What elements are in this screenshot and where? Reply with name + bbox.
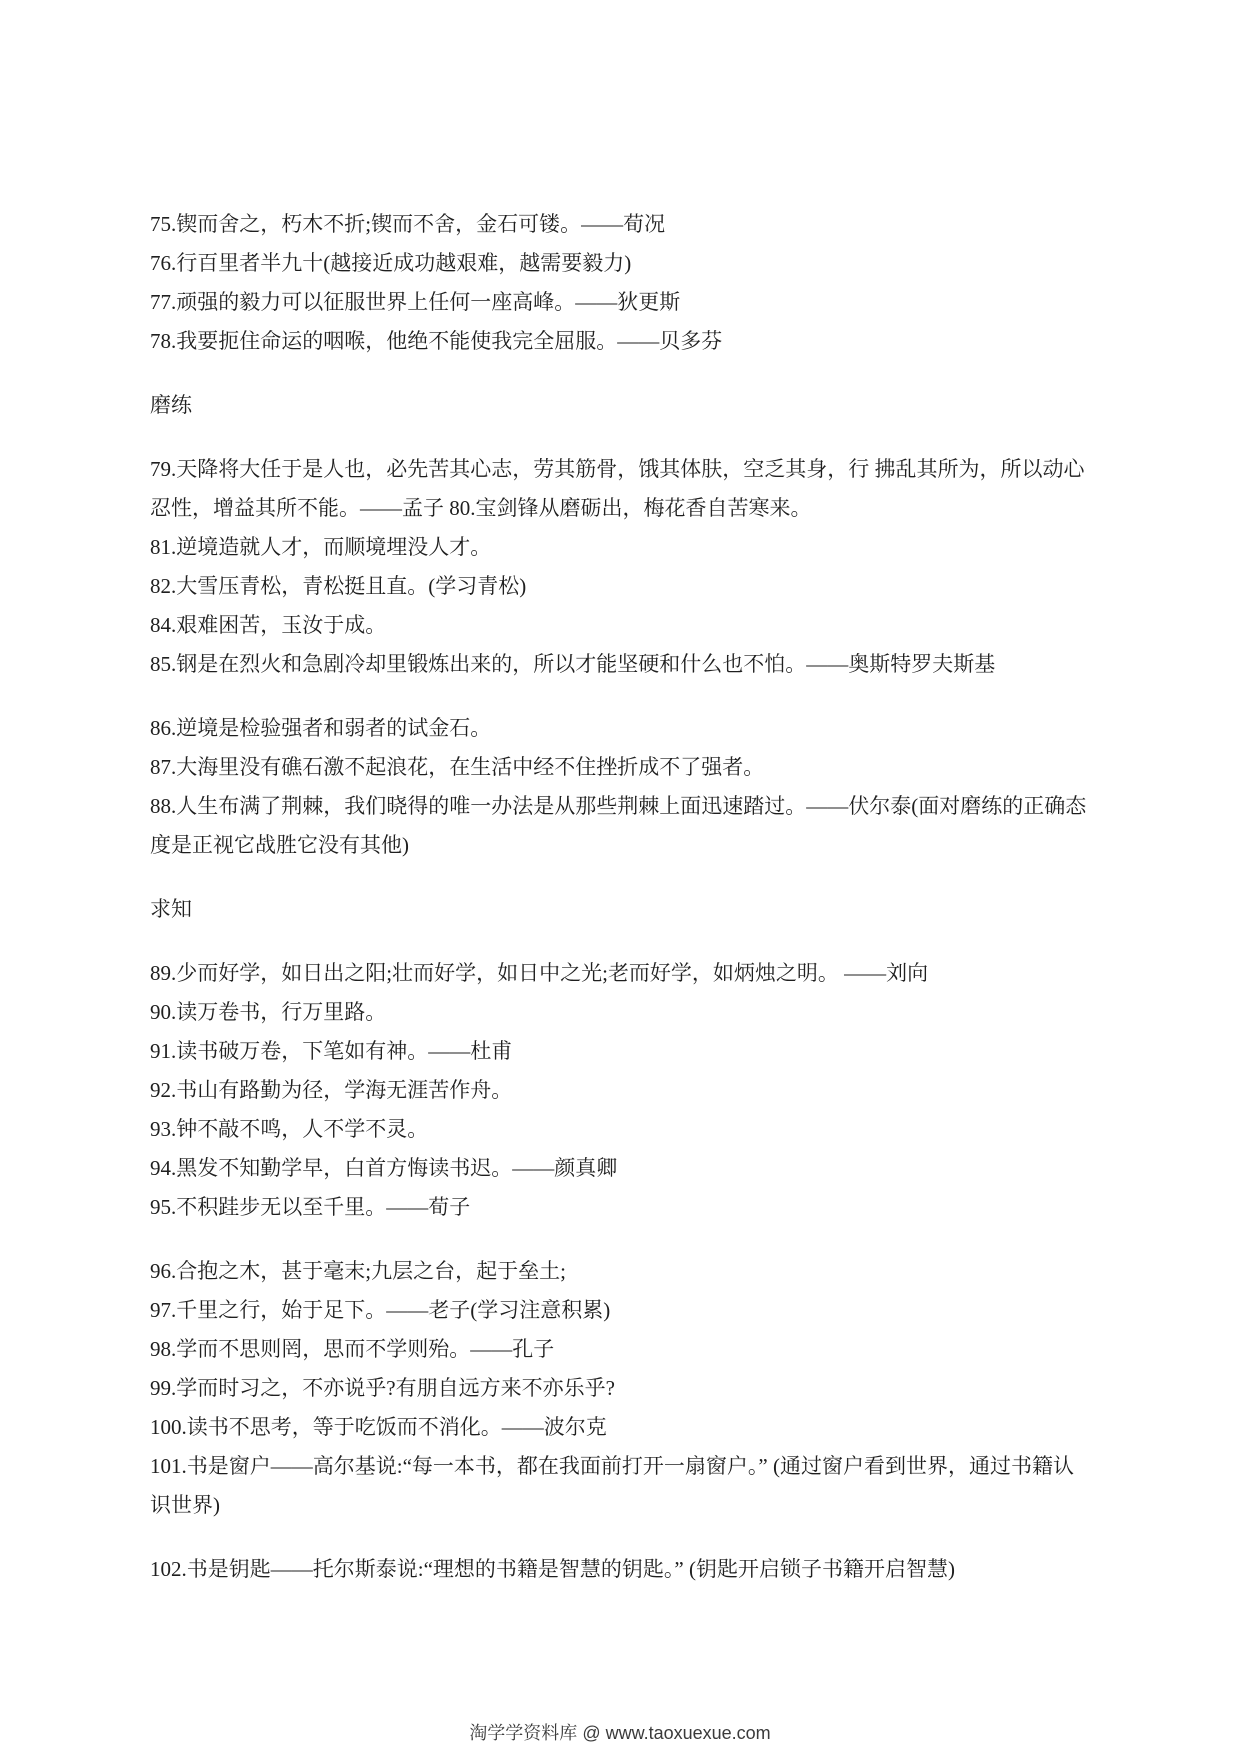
quote-line: 92.书山有路勤为径，学海无涯苦作舟。: [150, 1078, 513, 1102]
quote-line: 94.黑发不知勤学早，白首方悔读书迟。——颜真卿: [150, 1156, 618, 1180]
quote-line: 81.逆境造就人才，而顺境埋没人才。: [150, 535, 492, 559]
quote-line: 90.读万卷书，行万里路。: [150, 1000, 387, 1024]
quote-group: [150, 709, 1092, 865]
quote-line: 93.钟不敲不鸣，人不学不灵。: [150, 1117, 429, 1141]
quote-group: [150, 1252, 1092, 1525]
quote-line: 76.行百里者半九十(越接近成功越艰难，越需要毅力): [150, 251, 632, 275]
quote-line: 99.学而时习之，不亦说乎?有朋自远方来不亦乐乎?: [150, 1376, 615, 1400]
quote-list: [150, 205, 1092, 1589]
quote-line: 87.大海里没有礁石激不起浪花，在生活中经不住挫折成不了强者。: [150, 755, 765, 779]
quote-line: 95.不积跬步无以至千里。——荀子: [150, 1195, 471, 1219]
footer-watermark: [0, 1721, 1240, 1745]
quote-line: 91.读书破万卷，下笔如有神。——杜甫: [150, 1039, 513, 1063]
quote-line: 78.我要扼住命运的咽喉，他绝不能使我完全屈服。——贝多芬: [150, 329, 723, 353]
quote-line: 96.合抱之木，甚于毫末;九层之台，起于垒土;: [150, 1259, 566, 1283]
quote-line: 75.锲而舍之，朽木不折;锲而不舍，金石可镂。——荀况: [150, 212, 666, 236]
quote-line: 102.书是钥匙——托尔斯泰说:“理想的书籍是智慧的钥匙。” (钥匙开启锁子书籍开启智慧): [150, 1557, 955, 1581]
quote-line: 101.书是窗户——高尔基说:“每一本书，都在我面前打开一扇窗户。” (通过窗户看到世界，通过书籍认识世界): [150, 1454, 1074, 1517]
quote-group: [150, 954, 1092, 1227]
quote-group: [150, 205, 1092, 361]
quote-line: 84.艰难困苦，玉汝于成。: [150, 613, 387, 637]
quote-line: 82.大雪压青松，青松挺且直。(学习青松): [150, 574, 527, 598]
quote-line: 88.人生布满了荆棘，我们晓得的唯一办法是从那些荆棘上面迅速踏过。——伏尔泰(面对磨练的正确态度是正视它战胜它没有其他): [150, 794, 1087, 857]
quote-line: 98.学而不思则罔，思而不学则殆。——孔子: [150, 1337, 555, 1361]
section-heading: 求知: [150, 897, 192, 921]
quote-line: 77.顽强的毅力可以征服世界上任何一座高峰。——狄更斯: [150, 290, 681, 314]
quote-group: [150, 1550, 1092, 1589]
quote-line: 100.读书不思考，等于吃饭而不消化。——波尔克: [150, 1415, 607, 1439]
quote-group: [150, 450, 1092, 684]
quote-line: 89.少而好学，如日出之阳;壮而好学，如日中之光;老而好学，如炳烛之明。 ——刘向: [150, 961, 929, 985]
quote-line: 86.逆境是检验强者和弱者的试金石。: [150, 716, 492, 740]
footer-text: 淘学学资料库 @ www.taoxuexue.com: [469, 1723, 771, 1743]
quote-line: 97.千里之行，始于足下。——老子(学习注意积累): [150, 1298, 611, 1322]
section-heading: 磨练: [150, 393, 192, 417]
quote-line: 79.天降将大任于是人也，必先苦其心志，劳其筋骨，饿其体肤，空乏其身，行 拂乱其所为，所以动心忍性，增益其所不能。——孟子 80.宝剑锋从磨砺出，梅花香自苦寒来。: [150, 457, 1085, 520]
quote-line: 85.钢是在烈火和急剧冷却里锻炼出来的，所以才能坚硬和什么也不怕。——奥斯特罗夫斯基: [150, 652, 996, 676]
